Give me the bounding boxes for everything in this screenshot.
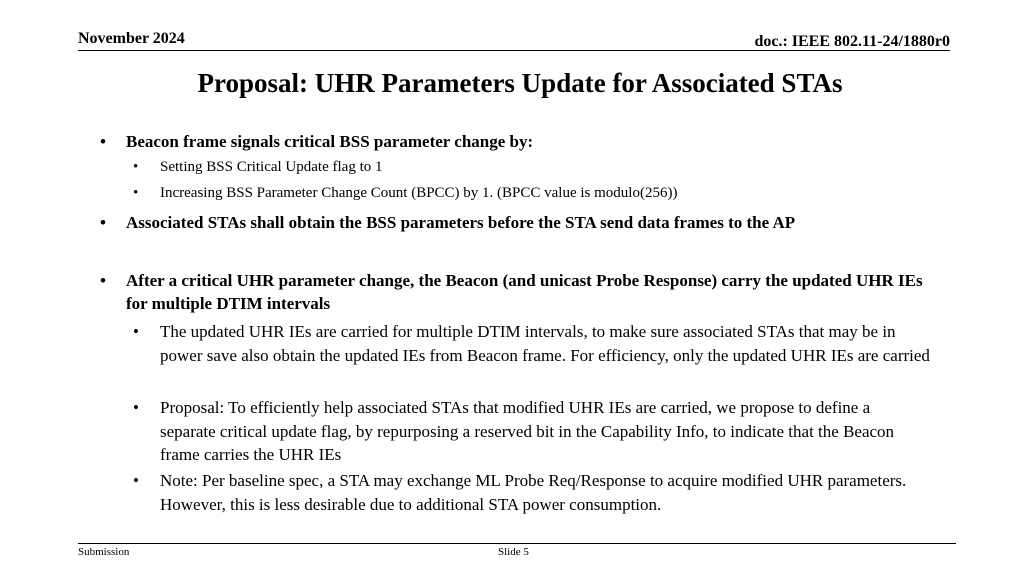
sub-bullet-item [133, 396, 930, 467]
sub-bullet-text: Increasing BSS Parameter Change Count (BPCC) by 1. (BPCC value is modulo(256)) [160, 185, 678, 201]
bullet-text: Associated STAs shall obtain the BSS parameters before the STA send data frames to the AP [126, 213, 796, 232]
bullet-marker: • [100, 271, 106, 290]
footer-submission: Submission [78, 546, 130, 558]
header-date: November 2024 [78, 30, 185, 47]
sub-bullet-item [133, 320, 930, 367]
sub-bullet-item [133, 469, 930, 516]
slide-title: Proposal: UHR Parameters Update for Associated STAs [197, 68, 843, 98]
sub-bullet-item [133, 182, 940, 204]
bullet-text: After a critical UHR parameter change, the Beacon (and unicast Probe Response) carry the updated UHR IEs for multiple DTIM intervals [126, 271, 923, 313]
bullet-marker: • [100, 132, 106, 151]
bullet-item [100, 269, 926, 315]
footer-divider [78, 543, 956, 544]
footer-slide-number: Slide 5 [498, 546, 529, 558]
sub-bullet-text: Setting BSS Critical Update flag to 1 [160, 159, 383, 175]
bullet-marker: • [133, 471, 139, 490]
sub-bullet-item [133, 156, 940, 178]
header-doc-id: doc.: IEEE 802.11-24/1880r0 [754, 33, 950, 50]
bullet-marker: • [100, 213, 106, 232]
bullet-marker: • [133, 398, 139, 417]
bullet-text: Beacon frame signals critical BSS parameter change by: [126, 132, 534, 151]
bullet-marker: • [133, 185, 139, 201]
sub-bullet-text: Proposal: To efficiently help associated STAs that modified UHR IEs are carried, we propose to define a separate critical update flag, by repurposing a reserved bit in the Capability Info, to indicate that the Beacon frame carries the UHR IEs [160, 398, 895, 464]
bullet-item [100, 130, 926, 153]
sub-bullet-text: The updated UHR IEs are carried for multiple DTIM intervals, to make sure associated STAs that may be in power save also obtain the updated IEs from Beacon frame. For efficiency, only the updated UHR IEs are carried [160, 322, 930, 365]
sub-bullet-text: Note: Per baseline spec, a STA may exchange ML Probe Req/Response to acquire modified UHR parameters. However, this is less desirable due to additional STA power consumption. [160, 471, 907, 514]
bullet-item [100, 211, 926, 234]
bullet-marker: • [133, 322, 139, 341]
bullet-marker: • [133, 159, 139, 175]
